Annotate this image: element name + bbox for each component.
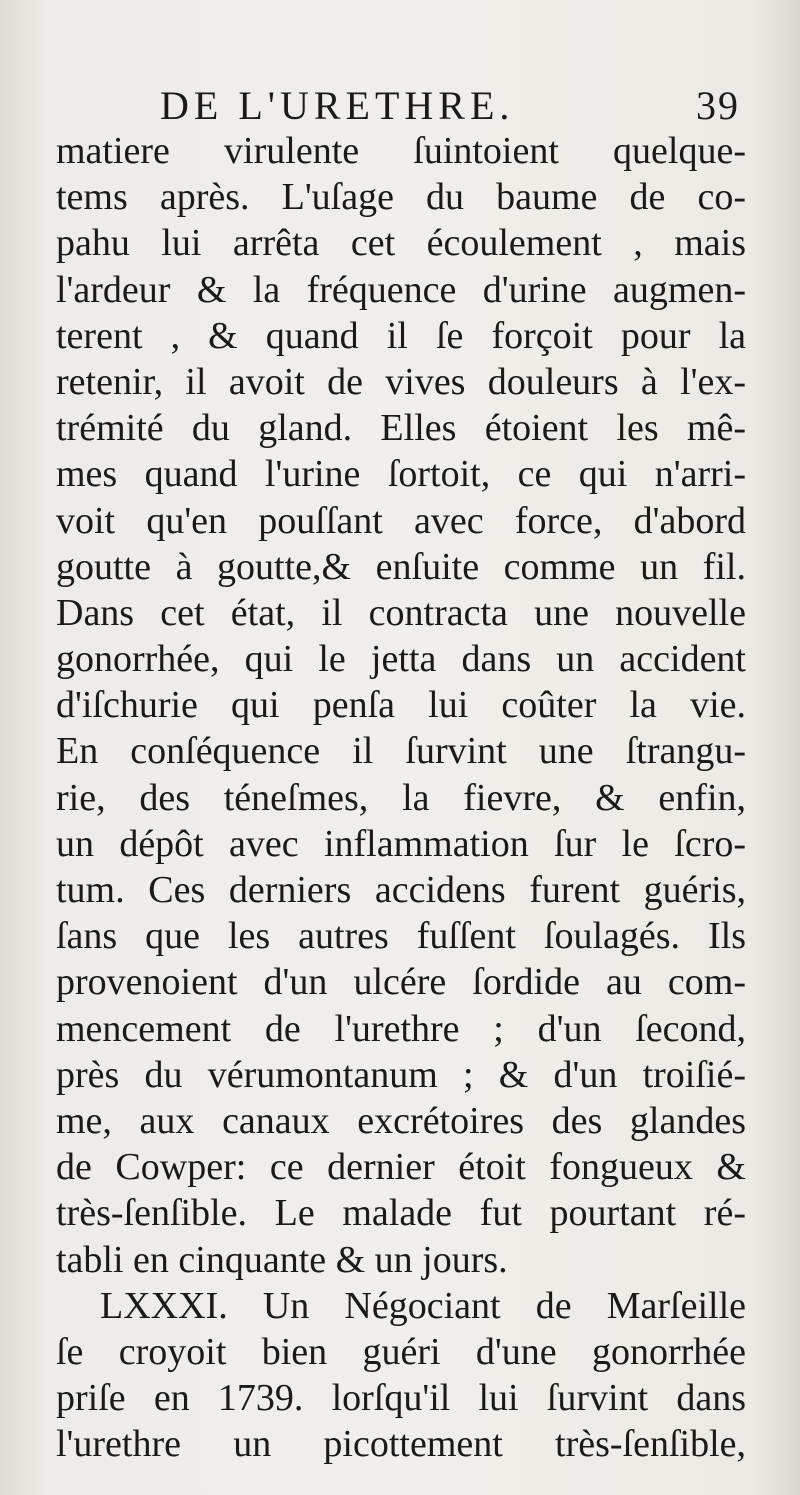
text-line: terent , & quand il ſe forçoit pour la: [56, 314, 746, 357]
text-line: En conſéquence il ſurvint une ſtrangu-: [56, 730, 746, 773]
text-line: l'ardeur & la fréquence d'urine augmen-: [56, 268, 746, 311]
text-line: l'urethre un picottement très-ſenſible,: [56, 1423, 746, 1466]
text-line: près du vérumontanum ; & d'un troiſié-: [56, 1053, 746, 1096]
text-line: Dans cet état, il contracta une nouvelle: [56, 591, 746, 634]
text-line: matiere virulente ſuintoient quelque-: [56, 130, 746, 172]
text-line: provenoient d'un ulcére ſordide au com-: [56, 961, 746, 1004]
page-number: 39: [696, 83, 740, 128]
page-header: [160, 78, 740, 134]
text-line: LXXXI. Un Négociant de Marſeille: [100, 1284, 746, 1327]
text-line: ſans que les autres fuſſent ſoulagés. Ils: [56, 915, 746, 958]
running-title: DE L'URETHRE.: [160, 83, 515, 128]
body-text: [56, 128, 746, 1467]
text-line: mes quand l'urine ſortoit, ce qui n'arri-: [56, 453, 746, 496]
text-line: très-ſenſible. Le malade fut pourtant ré-: [56, 1192, 746, 1235]
text-line: tems après. L'uſage du baume de co-: [56, 176, 746, 219]
text-line: gonorrhée, qui le jetta dans un accident: [56, 638, 746, 681]
text-line: goutte à goutte,& enſuite comme un fil.: [56, 545, 746, 588]
text-line: voit qu'en pouſſant avec force, d'abord: [56, 499, 746, 542]
text-line: tum. Ces derniers accidens furent guéris,: [56, 869, 746, 911]
text-line: de Cowper: ce dernier étoit fongueux &: [56, 1146, 746, 1189]
text-line: retenir, il avoit de vives douleurs à l'ex-: [56, 360, 746, 403]
text-line: tabli en cinquante & un jours.: [56, 1238, 508, 1281]
text-line: ſe croyoit bien guéri d'une gonorrhée: [56, 1330, 746, 1373]
text-line: me, aux canaux excrétoires des glandes: [56, 1099, 746, 1142]
text-line: priſe en 1739. lorſqu'il lui ſurvint dans: [56, 1377, 746, 1420]
text-line: trémité du gland. Elles étoient les mê-: [56, 407, 746, 450]
text-line: rie, des téneſmes, la fievre, & enfin,: [56, 776, 746, 819]
text-line: mencement de l'urethre ; d'un ſecond,: [56, 1007, 746, 1050]
text-line: un dépôt avec inflammation ſur le ſcro-: [56, 822, 746, 865]
text-line: pahu lui arrêta cet écoulement , mais: [56, 222, 746, 265]
text-line: d'iſchurie qui penſa lui coûter la vie.: [56, 684, 746, 727]
